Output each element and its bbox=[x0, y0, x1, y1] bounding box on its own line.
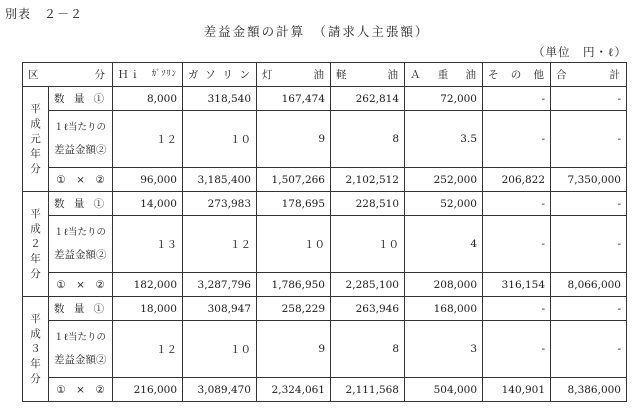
row-label-quantity: 数 量 ① bbox=[49, 192, 113, 216]
header-part: 合 bbox=[556, 69, 568, 81]
row-label-unit-margin-line2: 差益金額② bbox=[54, 249, 107, 261]
cell-product-hi-gasoline: 182,000 bbox=[113, 273, 183, 297]
header-part: 軽 bbox=[336, 69, 348, 81]
cell-unit-margin-total: - bbox=[551, 216, 627, 273]
header-part: 重 bbox=[437, 69, 450, 81]
cell-product-kerosene: 1,786,950 bbox=[257, 273, 331, 297]
cell-unit-margin-heavy-oil-a: 3 bbox=[405, 321, 483, 378]
row-label-unit-margin-line2: 差益金額② bbox=[54, 354, 107, 366]
cell-unit-margin-kerosene: 9 bbox=[257, 321, 331, 378]
product-row bbox=[23, 168, 627, 192]
cell-product-kerosene: 2,324,061 bbox=[257, 378, 331, 402]
cell-product-total: 8,066,000 bbox=[551, 273, 627, 297]
header-part: Ｈｉ bbox=[118, 69, 141, 81]
header-part: Ａ bbox=[410, 69, 422, 81]
cell-quantity-total: - bbox=[551, 87, 627, 111]
cell-unit-margin-gasoline: １０ bbox=[183, 321, 257, 378]
cell-unit-margin-other: - bbox=[483, 111, 551, 168]
header-part: 灯 bbox=[262, 69, 274, 81]
cell-product-total: 7,350,000 bbox=[551, 168, 627, 192]
cell-quantity-heavy-oil-a: 168,000 bbox=[405, 297, 483, 321]
product-row bbox=[23, 273, 627, 297]
cell-product-other: 140,901 bbox=[483, 378, 551, 402]
unit-margin-row bbox=[23, 321, 627, 378]
cell-unit-margin-total: - bbox=[551, 321, 627, 378]
cell-quantity-gasoline: 273,983 bbox=[183, 192, 257, 216]
row-label-unit-margin-line1: １ℓ当たりの bbox=[54, 332, 107, 343]
cell-product-gasoline: 3,089,470 bbox=[183, 378, 257, 402]
product-row bbox=[23, 378, 627, 402]
header-part: ｶﾞｿﾘﾝ bbox=[151, 69, 177, 79]
row-label-unit-margin bbox=[49, 111, 113, 168]
header-part: の bbox=[510, 69, 523, 81]
cell-unit-margin-other: - bbox=[483, 321, 551, 378]
cell-quantity-kerosene: 178,695 bbox=[257, 192, 331, 216]
period-label bbox=[23, 87, 49, 192]
cell-unit-margin-hi-gasoline: １２ bbox=[113, 111, 183, 168]
header-other bbox=[483, 63, 551, 87]
cell-quantity-hi-gasoline: 18,000 bbox=[113, 297, 183, 321]
cell-unit-margin-hi-gasoline: １３ bbox=[113, 216, 183, 273]
cell-product-gasoline: 3,287,796 bbox=[183, 273, 257, 297]
cell-unit-margin-other: - bbox=[483, 216, 551, 273]
quantity-row bbox=[23, 297, 627, 321]
cell-quantity-gasoline: 318,540 bbox=[183, 87, 257, 111]
cell-unit-margin-light-oil: 8 bbox=[331, 321, 405, 378]
period-label-text: 平成２年分 bbox=[30, 207, 41, 280]
header-kerosene bbox=[257, 63, 331, 87]
cell-quantity-light-oil: 228,510 bbox=[331, 192, 405, 216]
header-kubun bbox=[23, 63, 113, 87]
cell-quantity-heavy-oil-a: 52,000 bbox=[405, 192, 483, 216]
header-part: 油 bbox=[313, 69, 325, 81]
cell-quantity-hi-gasoline: 14,000 bbox=[113, 192, 183, 216]
cell-product-light-oil: 2,111,568 bbox=[331, 378, 405, 402]
cell-unit-margin-light-oil: １０ bbox=[331, 216, 405, 273]
row-label-quantity: 数 量 ① bbox=[49, 297, 113, 321]
row-label-unit-margin-line2: 差益金額② bbox=[54, 144, 107, 156]
row-label-unit-margin-line1: １ℓ当たりの bbox=[54, 122, 107, 133]
cell-quantity-total: - bbox=[551, 297, 627, 321]
header-part: 油 bbox=[387, 69, 399, 81]
cell-product-other: 316,154 bbox=[483, 273, 551, 297]
header-row bbox=[23, 63, 627, 87]
header-total bbox=[551, 63, 627, 87]
cell-product-kerosene: 1,507,266 bbox=[257, 168, 331, 192]
period-label bbox=[23, 297, 49, 402]
row-label-product: ① × ② bbox=[49, 168, 113, 192]
header-part: 油 bbox=[465, 69, 477, 81]
cell-unit-margin-total: - bbox=[551, 111, 627, 168]
cell-unit-margin-kerosene: 9 bbox=[257, 111, 331, 168]
cell-product-heavy-oil-a: 208,000 bbox=[405, 273, 483, 297]
cell-product-light-oil: 2,102,512 bbox=[331, 168, 405, 192]
header-part: そ bbox=[488, 69, 500, 81]
cell-unit-margin-hi-gasoline: １２ bbox=[113, 321, 183, 378]
unit-note: （単位 円・ℓ） bbox=[532, 45, 627, 59]
unit-margin-row bbox=[23, 216, 627, 273]
header-part: リ bbox=[222, 69, 234, 81]
cell-quantity-hi-gasoline: 8,000 bbox=[113, 87, 183, 111]
cell-product-light-oil: 2,285,100 bbox=[331, 273, 405, 297]
margin-calculation-table bbox=[22, 62, 627, 402]
cell-unit-margin-heavy-oil-a: 3.5 bbox=[405, 111, 483, 168]
row-label-unit-margin bbox=[49, 216, 113, 273]
cell-quantity-heavy-oil-a: 72,000 bbox=[405, 87, 483, 111]
period-label-text: 平成元年分 bbox=[30, 102, 41, 175]
cell-quantity-other: - bbox=[483, 192, 551, 216]
cell-quantity-light-oil: 263,946 bbox=[331, 297, 405, 321]
row-label-quantity: 数 量 ① bbox=[49, 87, 113, 111]
cell-quantity-kerosene: 167,474 bbox=[257, 87, 331, 111]
attachment-label: 別表 ２－２ bbox=[5, 7, 84, 21]
cell-unit-margin-heavy-oil-a: 4 bbox=[405, 216, 483, 273]
row-label-unit-margin-line1: １ℓ当たりの bbox=[54, 227, 107, 238]
header-part: 他 bbox=[533, 69, 545, 81]
cell-product-heavy-oil-a: 252,000 bbox=[405, 168, 483, 192]
cell-product-gasoline: 3,185,400 bbox=[183, 168, 257, 192]
page-title: 差益金額の計算 （請求人主張額） bbox=[203, 24, 430, 39]
cell-quantity-other: - bbox=[483, 297, 551, 321]
row-label-product: ① × ② bbox=[49, 378, 113, 402]
cell-quantity-light-oil: 262,814 bbox=[331, 87, 405, 111]
cell-product-total: 8,386,000 bbox=[551, 378, 627, 402]
header-part: ソ bbox=[205, 69, 217, 81]
header-heavy-oil-a bbox=[405, 63, 483, 87]
cell-unit-margin-gasoline: １２ bbox=[183, 216, 257, 273]
row-label-unit-margin bbox=[49, 321, 113, 378]
cell-unit-margin-light-oil: 8 bbox=[331, 111, 405, 168]
cell-quantity-other: - bbox=[483, 87, 551, 111]
period-label bbox=[23, 192, 49, 297]
unit-margin-row bbox=[23, 111, 627, 168]
cell-unit-margin-kerosene: １０ bbox=[257, 216, 331, 273]
period-label-text: 平成３年分 bbox=[30, 312, 41, 385]
header-light-oil bbox=[331, 63, 405, 87]
header-kubun-left: 区 bbox=[28, 69, 41, 81]
header-hi-gasoline bbox=[113, 63, 183, 87]
cell-product-hi-gasoline: 96,000 bbox=[113, 168, 183, 192]
cell-quantity-total: - bbox=[551, 192, 627, 216]
cell-quantity-kerosene: 258,229 bbox=[257, 297, 331, 321]
cell-product-other: 206,822 bbox=[483, 168, 551, 192]
quantity-row bbox=[23, 192, 627, 216]
cell-quantity-gasoline: 308,947 bbox=[183, 297, 257, 321]
cell-product-hi-gasoline: 216,000 bbox=[113, 378, 183, 402]
quantity-row bbox=[23, 87, 627, 111]
cell-product-heavy-oil-a: 504,000 bbox=[405, 378, 483, 402]
row-label-product: ① × ② bbox=[49, 273, 113, 297]
cell-unit-margin-gasoline: １０ bbox=[183, 111, 257, 168]
header-part: 計 bbox=[609, 69, 621, 81]
header-gasoline bbox=[183, 63, 257, 87]
header-kubun-right: 分 bbox=[94, 69, 107, 81]
header-part: ガ bbox=[188, 69, 200, 81]
header-part: ン bbox=[239, 69, 251, 81]
